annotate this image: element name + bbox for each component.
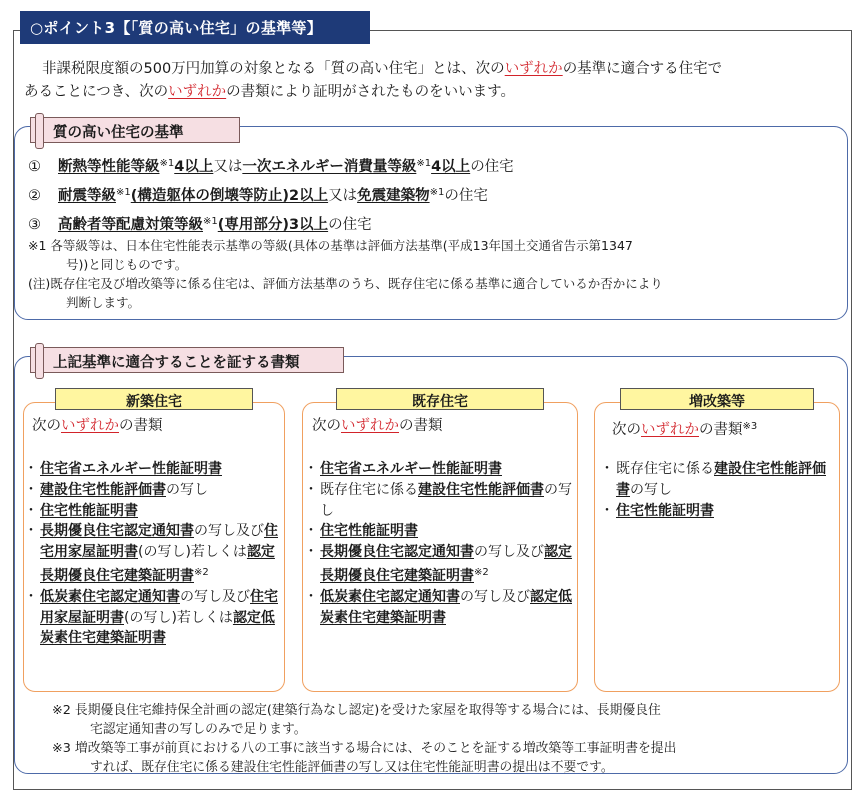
column-lead: 次のいずれかの書類 <box>312 418 443 434</box>
note-line: 号))と同じものです。 <box>66 257 188 272</box>
note-line: ※1 各等級等は、日本住宅性能表示基準の等級(具体の基準は評価方法基準(平成13年国土交通省告示第1347 <box>28 238 633 253</box>
intro-paragraph <box>24 58 844 104</box>
column-lead: 次のいずれかの書類 <box>32 418 163 434</box>
list-item: ・ 住宅性能証明書 <box>604 501 834 522</box>
standard-item: ② 耐震等級$^{※1}$(構造躯体の倒壊等防止)2以上又は免震建築物$^{※1}$の住宅 <box>28 187 488 204</box>
list-item: ・ 住宅省エネルギー性能証明書 <box>28 459 282 480</box>
new-housing-doc-list <box>28 459 282 649</box>
list-item: ・ 低炭素住宅認定通知書の写し及び認定低炭素住宅建築証明書 <box>308 587 576 629</box>
note-line: (注)既存住宅及び増改築等に係る住宅は、評価方法基準のうち、既存住宅に係る基準に適合しているか否かにより <box>28 276 663 291</box>
standard-item: ③ 高齢者等配慮対策等級$^{※1}$(専用部分)3以上の住宅 <box>28 216 372 233</box>
list-item: ・ 住宅性能証明書 <box>308 521 576 542</box>
new-housing-title: 新築住宅 <box>55 388 253 410</box>
note-line: 宅認定通知書の写しのみで足ります。 <box>90 722 307 737</box>
list-item: ・ 低炭素住宅認定通知書の写し及び住宅用家屋証明書(の写し)若しくは認定低炭素住宅建築証明書 <box>28 587 282 649</box>
list-item: ・ 建設住宅性能評価書の写し <box>28 480 282 501</box>
standards-notes <box>28 236 828 312</box>
documents-notes <box>52 701 842 777</box>
note-line: ※2 長期優良住宅維持保全計画の認定(建築行為なし認定)を受けた家屋を取得等する場合には、長期優良住 <box>52 703 661 718</box>
emphasis-either: いずれか <box>168 84 227 100</box>
intro-text: 非課税限度額の500万円加算の対象となる「質の高い住宅」とは、次の <box>42 61 505 77</box>
standard-item: ① 断熱等性能等級$^{※1}$4以上又は一次エネルギー消費量等級$^{※1}$4以上の住宅 <box>28 158 514 175</box>
list-item: ・ 長期優良住宅認定通知書の写し及び認定長期優良住宅建築証明書$^{※2}$ <box>308 542 576 587</box>
list-item: ・ 既存住宅に係る建設住宅性能評価書の写し <box>604 459 834 501</box>
section-header: ○ポイント3【「質の高い住宅」の基準等】 <box>20 11 370 44</box>
intro-text: あることにつき、次の <box>24 84 169 100</box>
list-item: ・ 住宅省エネルギー性能証明書 <box>308 459 576 480</box>
remodel-doc-list <box>604 459 834 521</box>
list-item: ・ 長期優良住宅認定通知書の写し及び住宅用家屋証明書(の写し)若しくは認定長期優良住宅建築証明書$^{※2}$ <box>28 521 282 586</box>
list-item: ・ 住宅性能証明書 <box>28 501 282 522</box>
note-line: 判断します。 <box>66 295 141 310</box>
note-line: ※3 増改築等工事が前頁における八の工事に該当する場合には、そのことを証する増改築等工事証明書を提出 <box>52 741 677 756</box>
existing-housing-doc-list <box>308 459 576 628</box>
remodel-title: 増改築等 <box>620 388 814 410</box>
standards-list <box>28 151 514 238</box>
documents-title: 上記基準に適合することを証する書類 <box>30 347 344 373</box>
standards-title: 質の高い住宅の基準 <box>30 117 240 143</box>
column-lead: 次のいずれかの書類$^{※3}$ <box>612 421 758 438</box>
list-item: ・ 既存住宅に係る建設住宅性能評価書の写し <box>308 480 576 522</box>
existing-housing-title: 既存住宅 <box>336 388 544 410</box>
remodel-column <box>594 402 840 692</box>
intro-text: の書類により証明がされたものをいいます。 <box>226 84 515 100</box>
intro-text: の基準に適合する住宅で <box>562 61 723 77</box>
note-line: すれば、既存住宅に係る建設住宅性能評価書の写し又は住宅性能証明書の提出は不要です。 <box>90 760 614 775</box>
emphasis-either: いずれか <box>504 61 563 77</box>
